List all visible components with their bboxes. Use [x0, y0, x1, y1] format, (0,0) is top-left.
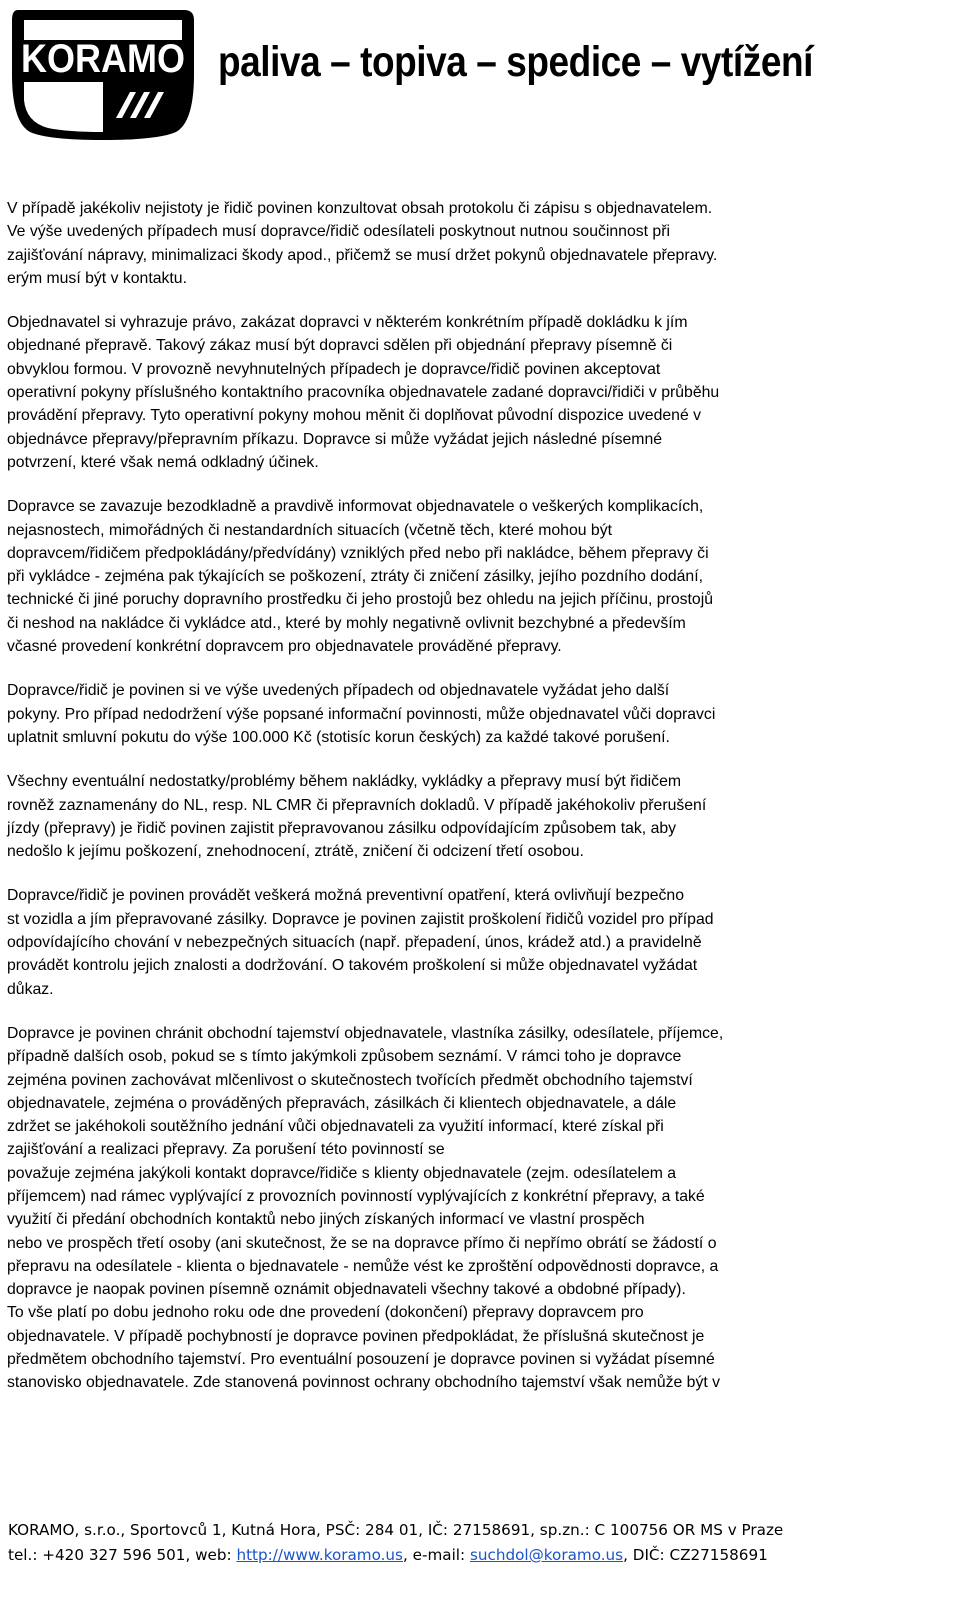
text-line: obvyklou formou. V provozně nevyhnutelných případech je dopravce/řidič povinen akceptovat: [7, 360, 661, 378]
text-line: případně dalších osob, pokud se s tímto jakýmkoli způsobem seznámí. V rámci toho je dopravce: [7, 1048, 682, 1066]
text-line: Ve výše uvedených případech musí dopravce/řidič odesílateli poskytnout nutnou součinnost při: [7, 223, 670, 241]
text-line: technické či jiné poruchy dopravního prostředku či jeho prostojů bez ohledu na jejich příčinu, prostojů: [7, 591, 714, 609]
text-line: či neshod na nakládce či vykládce atd., které by mohly negativně ovlivnit bezchybné a především: [7, 614, 686, 632]
text-line: odpovídajícího chování v nebezpečných situacích (např. přepadení, únos, krádež atd.) a pravidelně: [7, 934, 702, 952]
paragraph-defects-record: [7, 770, 937, 863]
text-line: Dopravce je povinen chránit obchodní tajemství objednavatele, vlastníka zásilky, odesílatele, příjemce,: [7, 1024, 724, 1042]
text-line: Objednavatel si vyhrazuje právo, zakázat dopravci v některém konkrétním případě dokládku k jím: [7, 314, 688, 332]
footer-email-label: , e-mail:: [402, 1546, 470, 1564]
text-line: využití či předání obchodních kontaktů nebo jiných získaných informací ve vlastní prospěch: [7, 1211, 645, 1229]
text-line: při vykládce - zejména pak týkajících se poškození, ztráty či zničení zásilky, jejího pozdního dodání,: [7, 568, 703, 586]
text-line: objednavatele, zejména o prováděných přepravách, zásilkách či klientech objednavatele, a dále: [7, 1094, 677, 1112]
text-line: považuje zejména jakýkoli kontakt dopravce/řidiče s klienty objednavatele (zejm. odesílatelem a: [7, 1164, 677, 1182]
company-tagline: paliva – topiva – spedice – vytížení: [218, 38, 813, 86]
text-line: nejasnostech, mimořádných či nestandardních situacích (včetně těch, které mohou být: [7, 521, 612, 539]
document-body: [7, 197, 937, 1395]
text-line: stanovisko objednavatele. Zde stanovená povinnost ochrany obchodního tajemství však nemůže být v: [7, 1374, 721, 1392]
koramo-logo: [8, 4, 198, 144]
text-line: operativní pokyny příslušného kontaktního pracovníka objednavatele zadané dopravci/řidiči v průběhu: [7, 384, 720, 402]
text-line: dopravce je naopak povinen písemně oznámit objednavateli všechny takové a obdobné případy).: [7, 1281, 686, 1299]
text-line: objednávce přepravy/přepravním příkazu. Dopravce si může vyžádat jejich následné písemné: [7, 430, 663, 448]
text-line: erým musí být v kontaktu.: [7, 269, 187, 287]
email-link[interactable]: suchdol@koramo.us: [469, 1546, 624, 1564]
svg-text:KORAMO: KORAMO: [21, 37, 185, 81]
paragraph-inform-obligation: [7, 495, 937, 658]
footer-dic: , DIČ: CZ27158691: [623, 1546, 768, 1564]
text-line: uplatnit smluvní pokutu do výše 100.000 Kč (stotisíc korun českých) za každé takové porušení.: [7, 728, 670, 746]
text-line: zajišťování a realizaci přepravy. Za porušení této povinností se: [7, 1141, 445, 1159]
text-line: Všechny eventuální nedostatky/problémy během nakládky, vykládky a přepravy musí být řidičem: [7, 773, 682, 791]
text-line: nebo ve prospěch třetí osoby (ani skutečnost, že se na dopravce přímo či nepřímo obrátí se žádostí o: [7, 1234, 717, 1252]
paragraph-penalty: [7, 679, 937, 749]
text-line: zdržet se jakéhokoli soutěžního jednání vůči objednavateli za využití informací, které získal při: [7, 1118, 664, 1136]
footer-tel: tel.: +420 327 596 501, web:: [8, 1546, 237, 1564]
text-line: pokyny. Pro případ nedodržení výše popsané informační povinnosti, může objednavatel vůči dopravci: [7, 705, 716, 723]
text-line: Dopravce se zavazuje bezodkladně a pravdivě informovat objednavatele o veškerých komplikacích,: [7, 498, 704, 516]
text-line: rovněž zaznamenány do NL, resp. NL CMR či přepravních dokladů. V případě jakéhokoliv přerušení: [7, 796, 707, 814]
paragraph-reloading-ban: [7, 311, 937, 474]
text-line: včasné provedení konkrétní dopravcem pro objednavatele prováděné přepravy.: [7, 638, 562, 656]
text-line: důkaz.: [7, 980, 54, 998]
text-line: V případě jakékoliv nejistoty je řidič povinen konzultovat obsah protokolu či zápisu s objednavatelem.: [7, 200, 713, 217]
page-footer: [8, 1518, 952, 1568]
text-line: Dopravce/řidič je povinen provádět veškerá možná preventivní opatření, která ovlivňují bezpečno: [7, 887, 685, 905]
footer-company-info: KORAMO, s.r.o., Sportovců 1, Kutná Hora, PSČ: 284 01, IČ: 27158691, sp.zn.: C 100756 OR MS v Praze: [8, 1521, 784, 1539]
text-line: objednané přepravě. Takový zákaz musí být dopravci sdělen při objednání přepravy písemně či: [7, 337, 673, 355]
text-line: příjemcem) nad rámec vyplývající z provozních povinností vyplývajících z konkrétní přepravy, a také: [7, 1187, 705, 1205]
text-line: jízdy (přepravy) je řidič povinen zajistit přepravovanou zásilku odpovídajícím způsobem tak, aby: [7, 819, 677, 837]
text-line: provádět kontrolu jejich znalosti a dodržování. O takovém proškolení si může objednavatel vyžádat: [7, 957, 698, 975]
text-line: provádění přepravy. Tyto operativní pokyny mohou měnit či doplňovat původní dispozice uvedené v: [7, 407, 702, 425]
text-line: objednavatele. V případě pochybností je dopravce povinen předpokládat, že příslušná skutečnost je: [7, 1327, 705, 1345]
text-line: st vozidla a jím přepravované zásilky. Dopravce je povinen zajistit proškolení řidičů vozidel pro případ: [7, 910, 714, 928]
text-line: To vše platí po dobu jednoho roku ode dne provedení (dokončení) přepravy dopravcem pro: [7, 1304, 644, 1322]
footer-contact-line: [8, 1543, 952, 1568]
paragraph-trade-secret: [7, 1022, 937, 1395]
text-line: potvrzení, které však nemá odkladný účinek.: [7, 453, 319, 471]
text-line: zejména povinen zachovávat mlčenlivost o skutečnostech tvořících předmět obchodního tajemství: [7, 1071, 693, 1089]
paragraph-consultation: [7, 197, 937, 290]
paragraph-preventive-measures: [7, 884, 937, 1000]
text-line: dopravcem/řidičem předpokládány/předvídány) vzniklých před nebo při nakládce, během přepravy či: [7, 544, 709, 562]
text-line: zajišťování nápravy, minimalizaci škody apod., přičemž se musí držet pokynů objednavatele přepravy.: [7, 246, 718, 264]
text-line: nedošlo k jejímu poškození, znehodnocení, ztrátě, zničení či odcizení třetí osobou.: [7, 843, 584, 861]
page-header: [8, 4, 952, 144]
text-line: Dopravce/řidič je povinen si ve výše uvedených případech od objednavatele vyžádat jeho další: [7, 682, 670, 700]
website-link[interactable]: http://www.koramo.us: [236, 1546, 403, 1564]
text-line: předmětem obchodního tajemství. Pro eventuální posouzení je dopravce povinen si vyžádat písemné: [7, 1351, 715, 1369]
text-line: přepravu na odesílatele - klienta o bjednavatele - nemůže vést ke zproštění odpovědnosti dopravce, a: [7, 1257, 719, 1275]
